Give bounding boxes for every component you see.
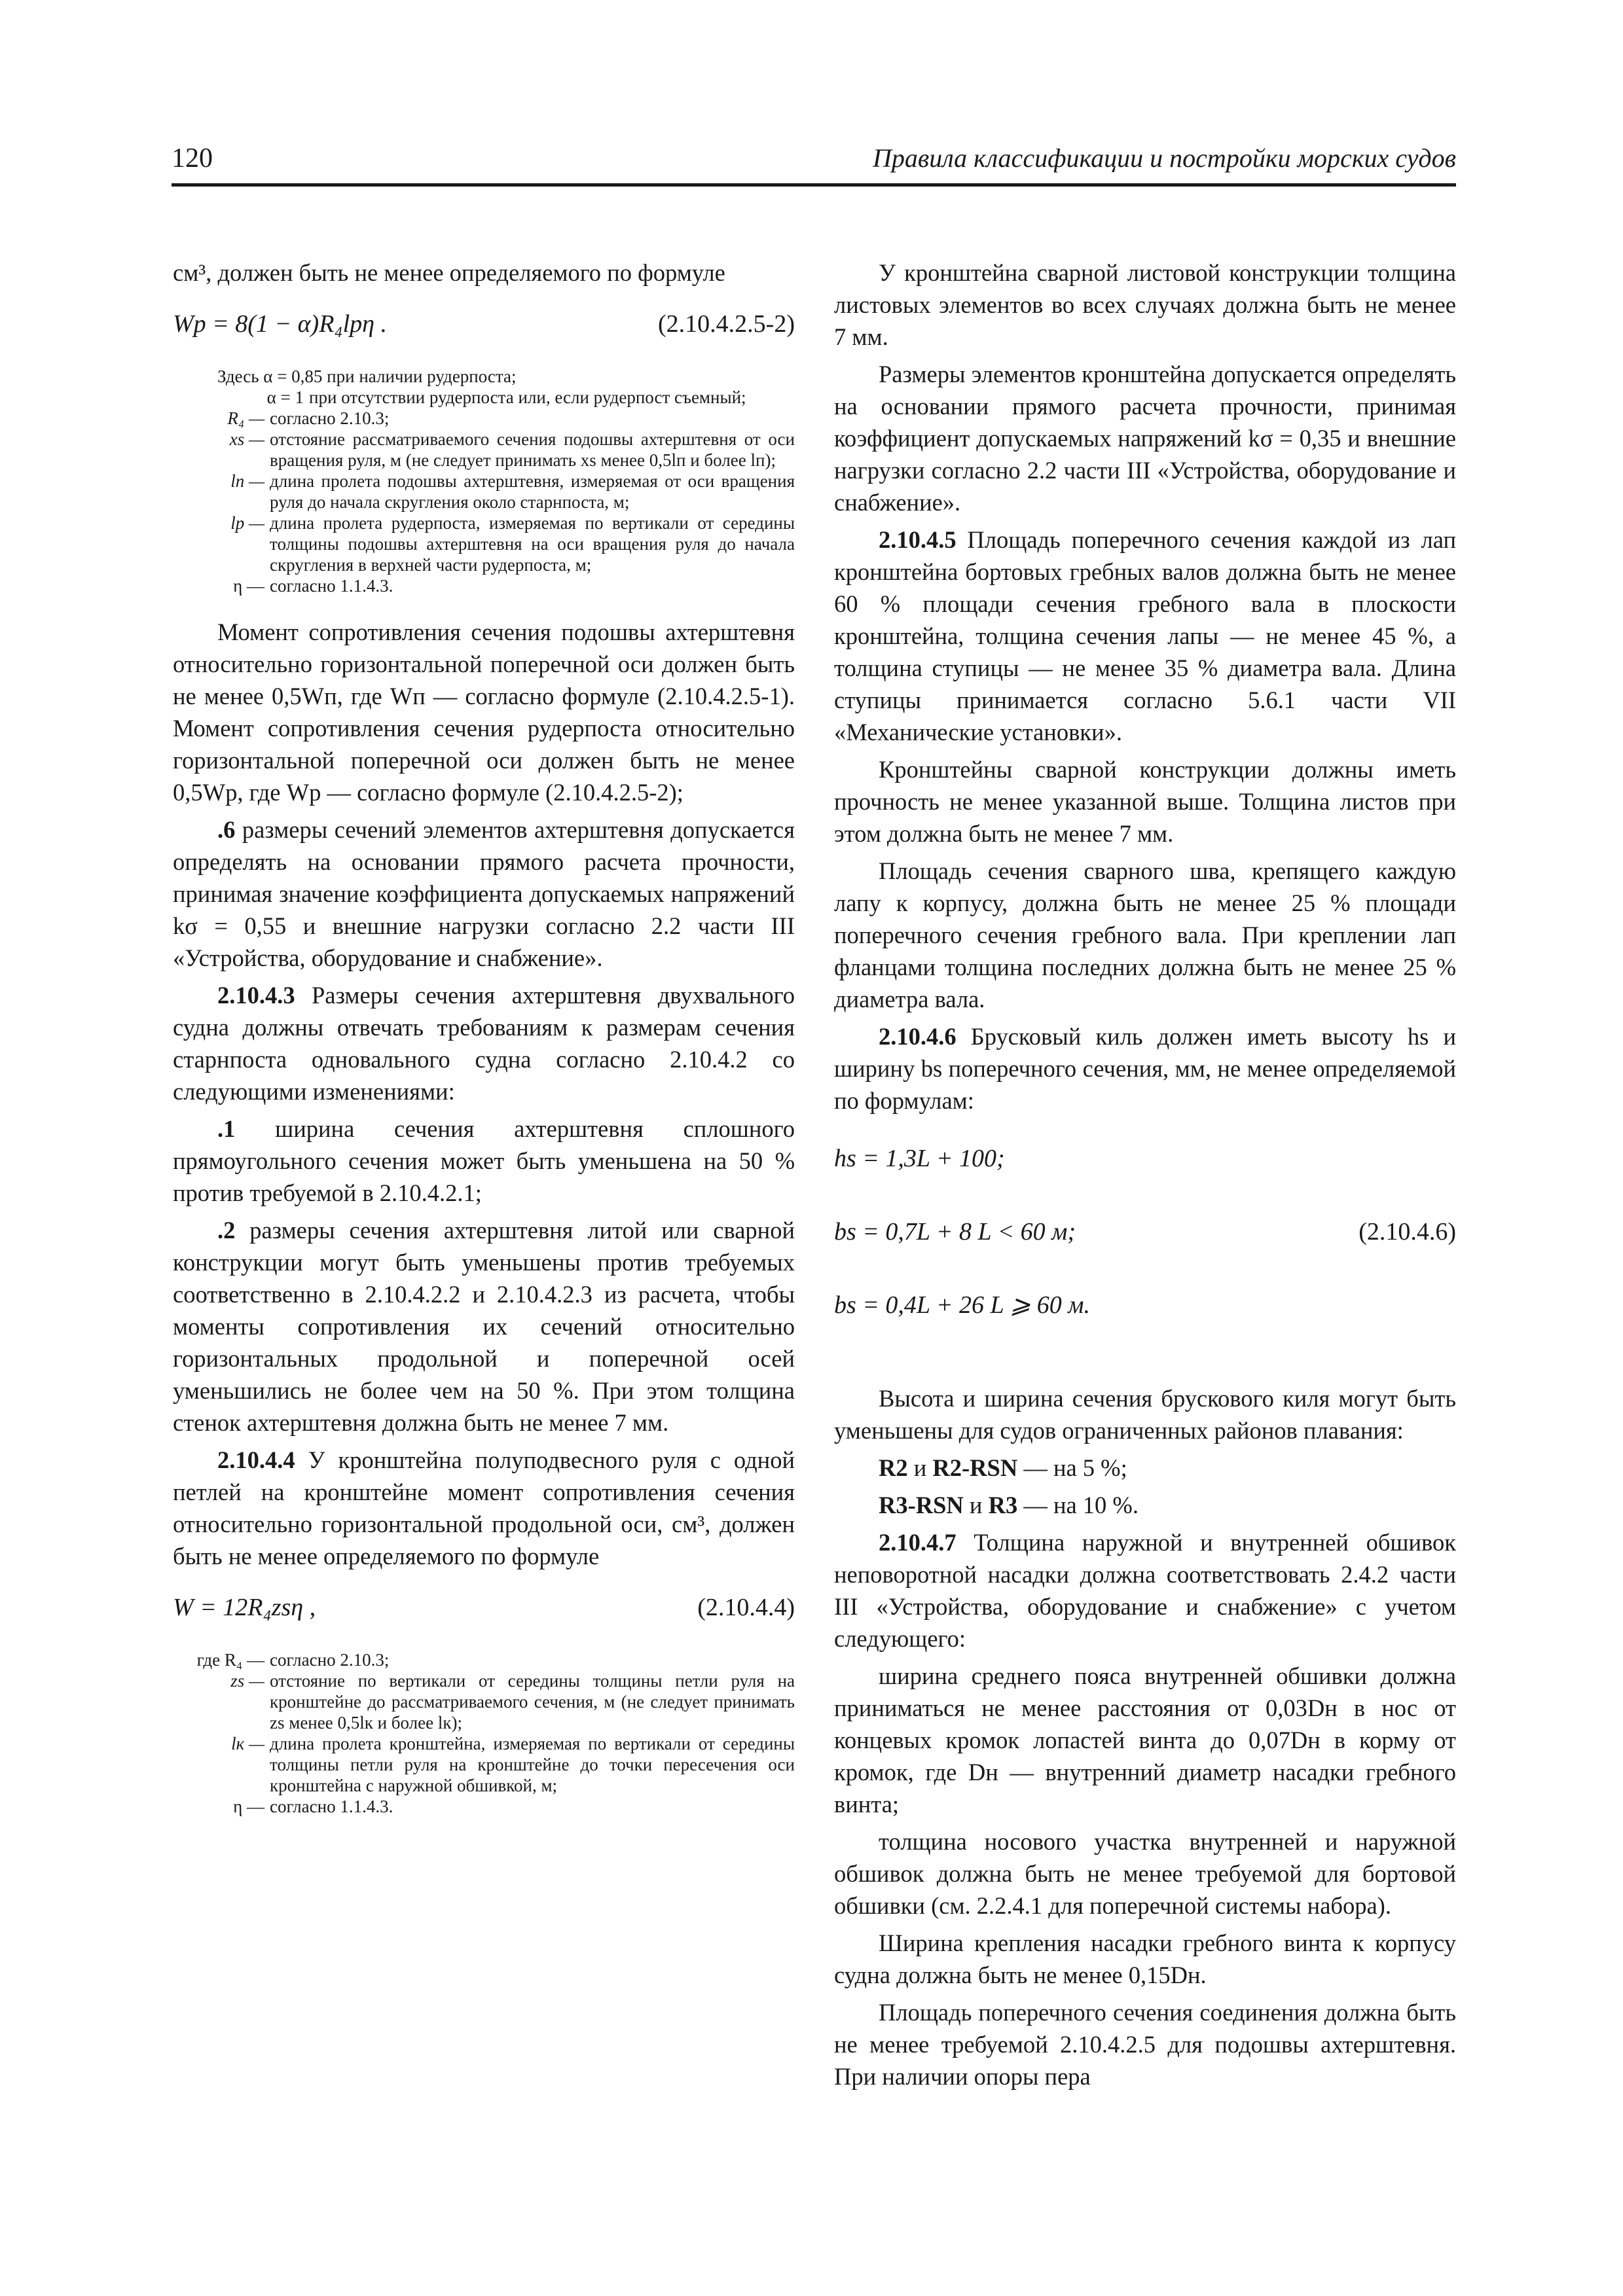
page-header — [172, 137, 1456, 187]
formula-number: (2.10.4.4) — [697, 1594, 795, 1621]
definition-symbol: zs — — [230, 1671, 264, 1691]
paragraph-text: размеры сечений элементов ахтерштевня допускается определять на основании прямого расчета прочности, принимая значение коэффициента допускаемых напряжений kσ = 0,55 и внешние нагрузки согласно 2.2 части III «Устройства, оборудование и снабжение». — [173, 816, 795, 971]
paragraph-text: — на 5 %; — [1017, 1454, 1127, 1481]
paragraph-text: У кронштейна полуподвесного руля с одной петлей на кронштейне момент сопротивления сечения относительно горизонтальной продольной оси, см³, должен быть не менее определяемого по формуле — [173, 1446, 795, 1570]
paragraph: см³, должен быть не менее определяемого по формуле — [173, 259, 725, 286]
formula-2-10-4-6 — [834, 1136, 1456, 1356]
paragraph: Высота и ширина сечения брускового киля могут быть уменьшены для судов ограниченных районов плавания: — [834, 1385, 1456, 1444]
definition-symbol: R₄ — — [227, 408, 264, 428]
definition-text: отстояние рассматриваемого сечения подошвы ахтерштевня от оси вращения руля, м (не следует принимать xs менее 0,5lп и более lп); — [270, 429, 795, 470]
definition-text: при отсутствии рудерпоста или, если рудерпост съемный; — [309, 387, 746, 407]
definition-text: согласно 2.10.3; — [270, 1650, 390, 1670]
paragraph: Момент сопротивления сечения подошвы ахтерштевня относительно горизонтальной поперечной оси должен быть не менее 0,5Wп, где Wп — согласно формуле (2.10.4.2.5-1). Момент сопротивления сечения рудерпоста относительно горизонтальной поперечной оси должен быть не менее 0,5Wр, где Wр — согласно формуле (2.10.4.2.5-2); — [173, 619, 795, 806]
formula-expression: W = 12R₄zsη , — [173, 1594, 316, 1621]
formula-number: (2.10.4.6) — [1359, 1218, 1456, 1246]
paragraph-text: и — [907, 1454, 933, 1481]
definition-item — [173, 387, 795, 408]
formula-expression: hs = 1,3L + 100; — [834, 1145, 1005, 1172]
definitions-list — [173, 1649, 795, 1817]
definition-symbol: lп — — [230, 471, 264, 491]
paragraph: У кронштейна сварной листовой конструкции толщина листовых элементов во всех случаях должна быть не менее 7 мм. — [834, 259, 1456, 350]
paragraph — [173, 814, 795, 974]
definition-text: длина пролета кронштейна, измеряемая по вертикали от середины толщины петли руля на кронштейне до точки пересечения оси кронштейна с наружной обшивкой, м; — [270, 1734, 795, 1795]
definition-item — [173, 471, 795, 512]
region-code: R2 — [879, 1454, 908, 1481]
definition-item — [173, 1670, 795, 1733]
page-number: 120 — [172, 143, 213, 173]
paragraph — [834, 524, 1456, 748]
region-code: R2-RSN — [932, 1454, 1018, 1481]
definition-text: отстояние по вертикали от середины толщины петли руля на кронштейне до рассматриваемого сечения, м (не следует принимать zs менее 0,5lк и более lк); — [270, 1671, 795, 1732]
definition-item — [173, 1649, 795, 1670]
definition-text: длина пролета подошвы ахтерштевня, измеряемая от оси вращения руля до начала скругления около старнпоста, м; — [270, 471, 795, 512]
paragraph-text: Брусковый киль должен иметь высоту hs и ширину bs поперечного сечения, мм, не менее определяемой по формулам: — [834, 1023, 1456, 1114]
paragraph — [173, 1113, 795, 1209]
definition-text: согласно 1.1.4.3. — [270, 576, 393, 596]
formula-2-10-4-2-5-2 — [173, 308, 795, 348]
formula-2-10-4-4 — [173, 1592, 795, 1631]
paragraph — [173, 1214, 795, 1439]
definition-symbol: η — — [233, 576, 264, 596]
section-number: 2.10.4.7 — [879, 1529, 957, 1556]
paragraph-text: — на 10 %. — [1017, 1492, 1139, 1518]
definition-item — [173, 575, 795, 596]
formula-row — [834, 1210, 1456, 1283]
definition-text: согласно 1.1.4.3. — [270, 1797, 393, 1816]
paragraph: толщина носового участка внутренней и наружной обшивок должна быть не менее требуемой для бортовой обшивки (см. 2.2.4.1 для поперечной системы набора). — [834, 1828, 1456, 1919]
definition-symbol: lк — — [231, 1734, 264, 1753]
definition-symbol: xs — — [229, 429, 264, 449]
formula-expression: Wр = 8(1 − α)R₄lрη . — [173, 310, 388, 338]
definition-symbol: lр — — [230, 513, 264, 533]
running-title: Правила классификации и постройки морских судов — [872, 143, 1456, 173]
region-code: R3-RSN — [879, 1492, 964, 1518]
paragraph-text: размеры сечения ахтерштевня литой или сварной конструкции могут быть уменьшены против требуемых соответственно в 2.10.4.2.2 и 2.10.4.2.3 из расчета, чтобы моменты сопротивления их сечений относительно горизонтальных продольной и поперечной осей уменьшились не более чем на 50 %. При этом толщина стенок ахтерштевня должна быть не менее 7 мм. — [173, 1217, 795, 1436]
paragraph — [173, 979, 795, 1107]
item-number: .6 — [217, 816, 236, 843]
paragraph — [834, 1452, 1456, 1484]
definition-text: длина пролета рудерпоста, измеряемая по вертикали от середины толщины подошвы ахтерштевня на оси вращения руля до начала скругления в верхней части рудерпоста, м; — [270, 513, 795, 575]
paragraph-text: и — [963, 1492, 989, 1518]
section-number: 2.10.4.4 — [217, 1446, 295, 1473]
definition-item — [173, 1796, 795, 1817]
paragraph: Площадь поперечного сечения соединения должна быть не менее требуемой 2.10.4.2.5 для подошвы ахтерштевня. При наличии опоры пера — [834, 1999, 1456, 2090]
formula-expression: bs = 0,7L + 8 L < 60 м; — [834, 1218, 1076, 1246]
paragraph-text: ширина сечения ахтерштевня сплошного прямоугольного сечения может быть уменьшена на 50 % против требуемой в 2.10.4.2.1; — [173, 1115, 795, 1206]
definition-symbol: где R₄ — — [196, 1650, 264, 1670]
definition-text: согласно 2.10.3; — [270, 408, 390, 428]
paragraph-text: Размеры сечения ахтерштевня двухвального судна должны отвечать требованиям к размерам сечения старнпоста одновального судна согласно 2.10.4.2 со следующими изменениями: — [173, 982, 795, 1105]
right-column — [834, 257, 1456, 2098]
paragraph-text: Толщина наружной и внутренней обшивок неповоротной насадки должна соответствовать 2.4.2 части III «Устройства, оборудование и снабжение» с учетом следующего: — [834, 1529, 1456, 1652]
paragraph: Кронштейны сварной конструкции должны иметь прочность не менее указанной выше. Толщина листов при этом должна быть не менее 7 мм. — [834, 756, 1456, 847]
definition-symbol: η — — [233, 1797, 264, 1816]
formula-row — [834, 1283, 1456, 1356]
paragraph — [834, 1489, 1456, 1521]
definition-item — [173, 408, 795, 429]
definition-item — [173, 429, 795, 471]
section-number: 2.10.4.3 — [217, 982, 295, 1009]
section-number: 2.10.4.6 — [879, 1023, 957, 1050]
region-code: R3 — [988, 1492, 1018, 1518]
definition-item — [173, 1733, 795, 1796]
section-number: 2.10.4.5 — [879, 526, 957, 553]
formula-expression: bs = 0,4L + 26 L ⩾ 60 м. — [834, 1291, 1091, 1319]
paragraph: Площадь сечения сварного шва, крепящего каждую лапу к корпусу, должна быть не менее 25 % площади поперечного сечения гребного вала. При креплении лап фланцами толщина последних должна быть не менее 25 % диаметра вала. — [834, 857, 1456, 1013]
item-number: .1 — [217, 1115, 236, 1142]
definitions-list — [173, 366, 795, 596]
definition-item — [173, 512, 795, 575]
paragraph — [834, 1020, 1456, 1117]
paragraph — [173, 1444, 795, 1572]
paragraph: ширина среднего пояса внутренней обшивки должна приниматься не менее расстояния от 0,03Dн в нос от концевых кромок лопастей винта до 0,07Dн в корму от кромок, где Dн — внутренний диаметр насадки гребного винта; — [834, 1662, 1456, 1818]
formula-row — [834, 1136, 1456, 1210]
definition-lead: Здесь α = 0,85 при наличии рудерпоста; — [217, 367, 517, 386]
definition-symbol: α = 1 — [266, 387, 304, 407]
formula-number: (2.10.4.2.5-2) — [658, 310, 795, 338]
item-number: .2 — [217, 1217, 236, 1244]
left-column — [173, 257, 795, 1837]
paragraph — [834, 1526, 1456, 1655]
paragraph: Ширина крепления насадки гребного винта к корпусу судна должна быть не менее 0,15Dн. — [834, 1929, 1456, 1988]
paragraph: Размеры элементов кронштейна допускается определять на основании прямого расчета прочности, принимая коэффициент допускаемых напряжений kσ = 0,35 и внешние нагрузки согласно 2.2 части III «Устройства, оборудование и снабжение». — [834, 361, 1456, 516]
paragraph-text: Площадь поперечного сечения каждой из лап кронштейна бортовых гребных валов должна быть не менее 60 % площади сечения гребного вала в плоскости кронштейна, толщина сечения лапы — не менее 45 %, а толщина ступицы — не менее 35 % диаметра вала. Длина ступицы принимается согласно 5.6.1 части VII «Механические установки». — [834, 526, 1456, 745]
